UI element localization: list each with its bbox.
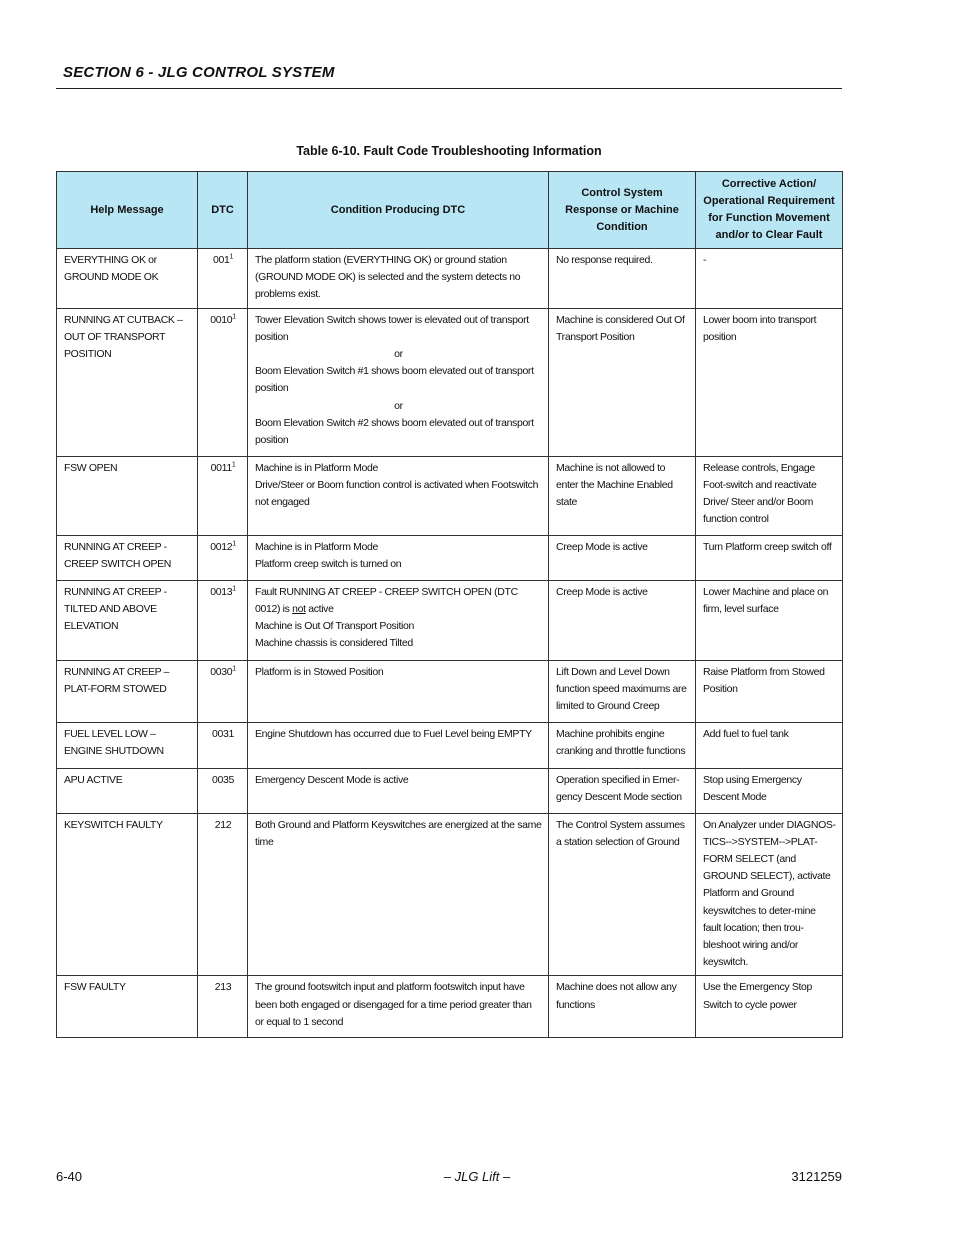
condition-line: Platform is in Stowed Position <box>255 665 384 678</box>
dtc-cell <box>198 456 248 535</box>
response-cell: Machine is considered Out Of Transport Position <box>549 308 696 456</box>
dtc-footnote: 1 <box>232 665 236 673</box>
condition-cell <box>248 535 549 580</box>
col-header-dtc: DTC <box>198 172 248 249</box>
dtc-cell <box>198 976 248 1038</box>
help-message-cell: RUNNING AT CREEP – PLAT-FORM STOWED <box>57 660 198 722</box>
dtc-footnote: 1 <box>229 253 234 261</box>
table-row <box>57 535 843 580</box>
condition-cell <box>248 722 549 768</box>
help-message-cell: FUEL LEVEL LOW – ENGINE SHUTDOWN <box>57 722 198 768</box>
table-row <box>57 580 843 660</box>
action-cell: Raise Platform from Stowed Position <box>696 660 843 722</box>
dtc-cell <box>198 722 248 768</box>
dtc-cell <box>198 308 248 456</box>
dtc-footnote: 1 <box>231 461 236 469</box>
condition-text: Fault RUNNING AT CREEP - CREEP SWITCH OPEN (DTC 0012) is <box>255 585 518 615</box>
dtc-code: 0011 <box>210 461 232 474</box>
help-message-cell: EVERYTHING OK or GROUND MODE OK <box>57 249 198 309</box>
dtc-cell <box>198 768 248 813</box>
help-message-cell: KEYSWITCH FAULTY <box>57 813 198 976</box>
action-cell: Turn Platform creep switch off <box>696 535 843 580</box>
condition-line: Tower Elevation Switch shows tower is elevated out of transport position <box>255 313 529 343</box>
action-cell: Release controls, Engage Foot-switch and reactivate Drive/ Steer and/or Boom function control <box>696 456 843 535</box>
col-header-response: Control System Response or Machine Condition <box>549 172 696 249</box>
dtc-footnote: 1 <box>232 313 236 321</box>
dtc-cell <box>198 249 248 309</box>
table-header-row <box>57 172 843 249</box>
dtc-cell <box>198 580 248 660</box>
dtc-code: 001 <box>212 254 230 266</box>
condition-line: Machine is in Platform Mode <box>255 461 379 474</box>
col-header-corrective-action: Corrective Action/ Operational Requirement for Function Movement and/or to Clear Fault <box>696 172 843 249</box>
response-cell: Machine is not allowed to enter the Machine Enabled state <box>549 456 696 535</box>
table-title: Table 6-10. Fault Code Troubleshooting Information <box>296 144 602 158</box>
table-row <box>57 976 843 1038</box>
page-number: 6-40 <box>56 1169 83 1184</box>
footer-publisher: – JLG Lift – <box>443 1169 511 1184</box>
dtc-cell <box>198 813 248 976</box>
dtc-code: 213 <box>214 981 232 994</box>
dtc-cell <box>198 660 248 722</box>
dtc-code: 0013 <box>210 585 233 598</box>
help-message-cell: APU ACTIVE <box>57 768 198 813</box>
table-body <box>57 249 843 1038</box>
response-cell: The Control System assumes a station selection of Ground <box>549 813 696 976</box>
dtc-code: 0031 <box>212 727 234 740</box>
document-number: 3121259 <box>791 1169 842 1184</box>
response-cell: Creep Mode is active <box>549 535 696 580</box>
condition-line: The ground footswitch input and platform footswitch input have been both engaged or disengaged for a time period greater than or equal to 1 second <box>255 981 532 1028</box>
condition-or: or <box>394 348 403 361</box>
condition-underlined: not <box>292 602 306 615</box>
response-cell: Machine prohibits engine cranking and throttle functions <box>549 722 696 768</box>
fault-code-table <box>56 171 843 1038</box>
response-cell: Machine does not allow any functions <box>549 976 696 1038</box>
dtc-code: 0030 <box>210 665 233 678</box>
condition-line: Machine is in Platform Mode <box>255 540 379 553</box>
header-rule <box>56 88 842 89</box>
table-row <box>57 768 843 813</box>
condition-line: Platform creep switch is turned on <box>255 557 402 570</box>
col-header-help-message: Help Message <box>57 172 198 249</box>
table-row <box>57 722 843 768</box>
response-cell: Creep Mode is active <box>549 580 696 660</box>
dtc-code: 0012 <box>210 540 233 553</box>
table-row <box>57 308 843 456</box>
condition-line: Boom Elevation Switch #2 shows boom elevated out of transport position <box>255 416 534 447</box>
table-row <box>57 660 843 722</box>
condition-line: Boom Elevation Switch #1 shows boom elevated out of transport position <box>255 365 534 395</box>
action-cell: Lower boom into transport position <box>696 308 843 456</box>
condition-line: Machine chassis is considered Tilted <box>255 637 413 650</box>
dtc-footnote: 1 <box>232 540 236 548</box>
condition-cell <box>248 456 549 535</box>
condition-line: The platform station (EVERYTHING OK) or ground station (GROUND MODE OK) is selected and the system detects no problems exist. <box>255 254 521 301</box>
dtc-code: 0010 <box>210 313 233 326</box>
condition-cell <box>248 308 549 456</box>
response-cell: No response required. <box>549 249 696 309</box>
response-cell: Operation specified in Emer-gency Descent Mode section <box>549 768 696 813</box>
condition-cell <box>248 660 549 722</box>
action-cell: - <box>696 249 843 309</box>
table-row <box>57 813 843 976</box>
dtc-cell <box>198 535 248 580</box>
condition-cell <box>248 580 549 660</box>
help-message-cell: RUNNING AT CREEP - TILTED AND ABOVE ELEVATION <box>57 580 198 660</box>
action-cell: Use the Emergency Stop Switch to cycle power <box>696 976 843 1038</box>
condition-line: Engine Shutdown has occurred due to Fuel Level being EMPTY <box>255 727 532 740</box>
help-message-cell: RUNNING AT CUTBACK – OUT OF TRANSPORT POSITION <box>57 308 198 456</box>
table-row <box>57 249 843 309</box>
condition-cell <box>248 976 549 1038</box>
help-message-cell: FSW FAULTY <box>57 976 198 1038</box>
dtc-code: 0035 <box>212 773 234 786</box>
condition-or: or <box>394 399 403 412</box>
table-row <box>57 456 843 535</box>
response-cell: Lift Down and Level Down function speed maximums are limited to Ground Creep <box>549 660 696 722</box>
help-message-cell: FSW OPEN <box>57 456 198 535</box>
condition-line <box>255 584 542 618</box>
action-cell: Lower Machine and place on firm, level surface <box>696 580 843 660</box>
action-cell: On Analyzer under DIAGNOS-TICS-->SYSTEM-->PLAT-FORM SELECT (and GROUND SELECT), activate Platform and Ground keyswitches to deter-mine fault location; then trou-bleshoot wiring and/or keyswitch. <box>696 813 843 976</box>
section-title: SECTION 6 - JLG CONTROL SYSTEM <box>63 64 335 81</box>
condition-line: Both Ground and Platform Keyswitches are energized at the same time <box>255 818 542 848</box>
condition-text: active <box>305 602 334 615</box>
condition-cell <box>248 813 549 976</box>
action-cell: Add fuel to fuel tank <box>696 722 843 768</box>
condition-line: Drive/Steer or Boom function control is activated when Footswitch not engaged <box>255 478 539 509</box>
condition-line: Emergency Descent Mode is active <box>255 773 409 786</box>
help-message-cell: RUNNING AT CREEP - CREEP SWITCH OPEN <box>57 535 198 580</box>
action-cell: Stop using Emergency Descent Mode <box>696 768 843 813</box>
condition-line: Machine is Out Of Transport Position <box>255 620 414 633</box>
condition-cell <box>248 768 549 813</box>
dtc-code: 212 <box>214 818 232 831</box>
condition-cell <box>248 249 549 309</box>
dtc-footnote: 1 <box>232 585 236 593</box>
col-header-condition: Condition Producing DTC <box>248 172 549 249</box>
